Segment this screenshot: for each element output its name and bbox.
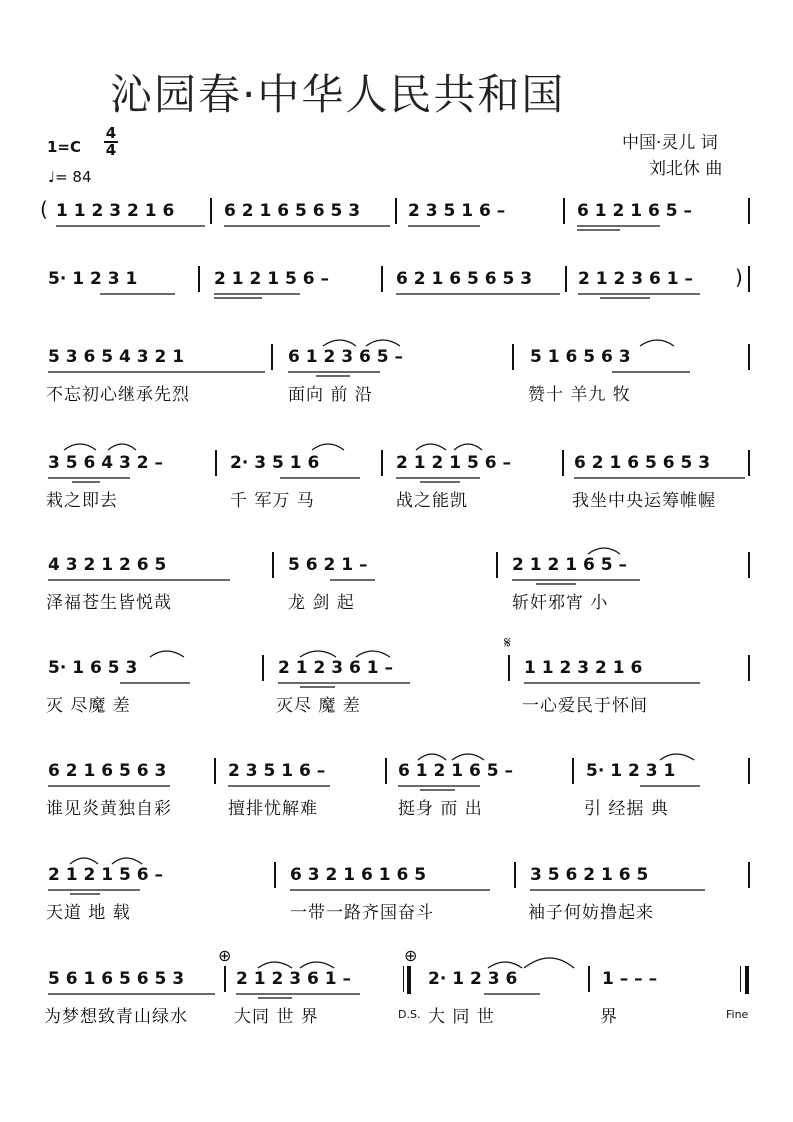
measure-5-2-notes: 5 6 2 1 – (288, 555, 368, 575)
measure-4-3-notes: 2 1 2 1 5 6 – (396, 453, 511, 473)
measure-8-3-lyrics: 袖子何妨撸起来 (528, 902, 654, 923)
measure-4-4-notes: 6 2 1 6 5 6 5 3 (574, 453, 711, 473)
measure-3-1-notes: 5 3 6 5 4 3 2 1 (48, 347, 185, 367)
measure-8-1-lyrics: 天道 地 载 (46, 902, 131, 923)
measure-6-1-notes: 5· 1 6 5 3 (48, 658, 138, 678)
measure-7-2-lyrics: 擅排忧解难 (228, 798, 318, 819)
measure-8-2-lyrics: 一带一路齐国奋斗 (290, 902, 434, 923)
measure-7-1-notes: 6 2 1 6 5 6 3 (48, 761, 167, 781)
measure-3-3-notes: 5 1 6 5 6 3 (530, 347, 631, 367)
lyricist-credit: 中国·灵儿 词 (622, 133, 718, 153)
coda-icon: ⊕ (404, 946, 418, 965)
measure-5-3-lyrics: 斩奸邪宵 小 (512, 592, 609, 613)
time-signature-bottom: 4 (105, 141, 117, 159)
measure-3-3-lyrics: 赞十 羊九 牧 (528, 384, 631, 405)
fine-marking: Fine (726, 1008, 749, 1021)
close-paren: ) (735, 265, 743, 289)
measure-7-1-lyrics: 谁见炎黄独自彩 (46, 798, 172, 819)
measure-7-4-lyrics: 引 经据 典 (584, 798, 669, 819)
composer-credit: 刘北休 曲 (649, 159, 723, 179)
measure-1-4-notes: 6 1 2 1 6 5 – (577, 201, 692, 221)
measure-7-2-notes: 2 3 5 1 6 – (228, 761, 326, 781)
segno-icon: 𝄋 (504, 633, 511, 652)
measure-6-2-notes: 2 1 2 3 6 1 – (278, 658, 393, 678)
page-title: 沁园春·中华人民共和国 (110, 70, 566, 119)
measure-6-3-notes: 1 1 2 3 2 1 6 (524, 658, 643, 678)
measure-4-3-lyrics: 战之能凯 (396, 490, 468, 511)
measure-2-1-notes: 5· 1 2 3 1 (48, 269, 138, 289)
measure-3-2-notes: 6 1 2 3 6 5 – (288, 347, 403, 367)
measure-1-1-notes: 1 1 2 3 2 1 6 (56, 201, 175, 221)
measure-4-1-lyrics: 栽之即去 (46, 490, 118, 511)
measure-2-3-notes: 6 2 1 6 5 6 5 3 (396, 269, 533, 289)
tempo-value: = 84 (55, 168, 92, 186)
measure-8-1-notes: 2 1 2 1 5 6 – (48, 865, 163, 885)
measure-6-3-lyrics: 一心爱民于怀间 (522, 695, 648, 716)
ds-marking: D.S. (398, 1008, 421, 1021)
measure-2-2-notes: 2 1 2 1 5 6 – (214, 269, 329, 289)
measure-8-2-notes: 6 3 2 1 6 1 6 5 (290, 865, 427, 885)
measure-5-1-lyrics: 泽福苍生皆悦哉 (46, 592, 172, 613)
measure-6-2-lyrics: 灭尽 魔 差 (276, 695, 361, 716)
measure-2-4-notes: 2 1 2 3 6 1 – (578, 269, 693, 289)
measure-9-3-lyrics: 大 同 世 (428, 1006, 495, 1027)
measure-7-3-notes: 6 1 2 1 6 5 – (398, 761, 513, 781)
key-signature: 1=C (47, 138, 82, 156)
measure-1-3-notes: 2 3 5 1 6 – (408, 201, 506, 221)
measure-9-2-notes: 2 1 2 3 6 1 – (236, 969, 351, 989)
measure-5-3-notes: 2 1 2 1 6 5 – (512, 555, 627, 575)
quarter-note-icon: ♩ (48, 168, 56, 186)
measure-9-3-notes: 2· 1 2 3 6 (428, 969, 518, 989)
measure-7-4-notes: 5· 1 2 3 1 (586, 761, 676, 781)
measure-4-2-lyrics: 千 军万 马 (230, 490, 315, 511)
measure-7-3-lyrics: 挺身 而 出 (398, 798, 483, 819)
measure-4-1-notes: 3 5 6 4 3 2 – (48, 453, 163, 473)
measure-5-1-notes: 4 3 2 1 2 6 5 (48, 555, 167, 575)
time-signature-top: 4 (105, 124, 117, 142)
measure-9-1-notes: 5 6 1 6 5 6 5 3 (48, 969, 185, 989)
measure-3-2-lyrics: 面向 前 沿 (288, 384, 373, 405)
measure-3-1-lyrics: 不忘初心继承先烈 (46, 384, 190, 405)
measure-6-1-lyrics: 灭 尽魔 差 (46, 695, 131, 716)
measure-5-2-lyrics: 龙 剑 起 (288, 592, 355, 613)
measure-4-4-lyrics: 我坐中央运筹帷幄 (572, 490, 716, 511)
coda-icon: ⊕ (218, 946, 232, 965)
measure-9-4-lyrics: 界 (600, 1006, 618, 1027)
measure-4-2-notes: 2· 3 5 1 6 (230, 453, 320, 473)
measure-9-2-lyrics: 大同 世 界 (234, 1006, 319, 1027)
measure-9-1-lyrics: 为梦想致青山绿水 (44, 1006, 188, 1027)
measure-8-3-notes: 3 5 6 2 1 6 5 (530, 865, 649, 885)
measure-1-2-notes: 6 2 1 6 5 6 5 3 (224, 201, 361, 221)
measure-9-4-notes: 1 – – – (602, 969, 658, 989)
open-paren: ( (40, 197, 48, 221)
